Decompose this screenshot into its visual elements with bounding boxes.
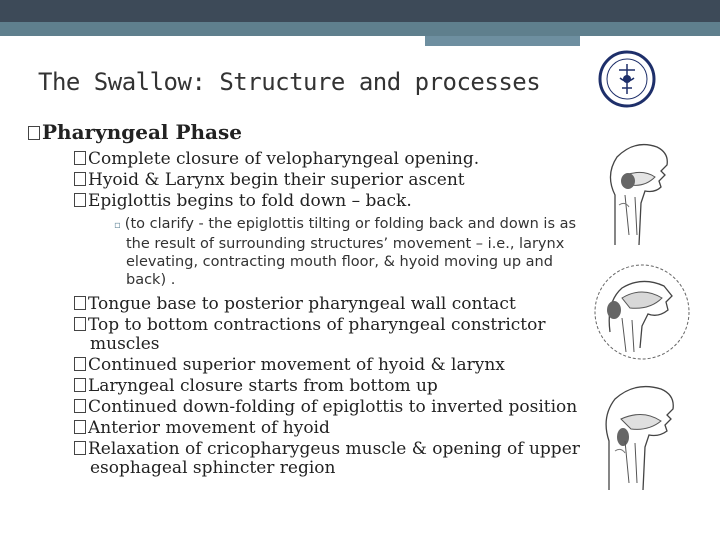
bullet-text: Anterior movement of hyoid [88,418,330,438]
sub-note [114,215,588,289]
bullet-text: Complete closure of velopharyngeal opening. [88,149,480,169]
bullet-item [74,398,588,417]
bullet-item [74,171,588,190]
top-bar [0,0,720,22]
bullet-text: Top to bottom contractions of pharyngeal constrictor muscles [88,315,546,354]
bullet-item [74,192,588,211]
swallow-illustration-3 [595,375,690,495]
bullet-item [74,295,588,314]
sub-bullet-icon: ▫ [114,220,121,231]
bullet-text: Laryngeal closure starts from bottom up [88,376,438,396]
bullet-text: Continued superior movement of hyoid & larynx [88,355,505,375]
heading-text: Pharyngeal Phase [42,120,242,144]
section-heading [28,120,588,144]
swallow-illustration-1 [595,135,685,250]
bullet-icon [74,151,86,165]
bullet-icon [74,399,86,413]
bullet-icon [74,441,86,455]
top-accent-bar [0,22,720,36]
swallow-illustration-2 [592,262,692,362]
bullet-icon [74,357,86,371]
bullet-list-top [28,150,588,211]
bullet-icon [74,193,86,207]
bullet-icon [28,126,40,140]
slide-title: The Swallow: Structure and processes [38,68,541,96]
bullet-text: Tongue base to posterior pharyngeal wall contact [88,294,516,314]
bullet-item [74,316,588,354]
bullet-icon [74,172,86,186]
bullet-text: Epiglottis begins to fold down – back. [88,191,412,211]
bullet-item [74,440,588,478]
bullet-list-bottom [28,295,588,478]
bullet-item [74,419,588,438]
bullet-text: Relaxation of cricopharygeus muscle & opening of upper esophageal sphincter region [88,439,580,478]
accent-tab [425,36,580,46]
bullet-icon [74,378,86,392]
bullet-item [74,150,588,169]
bullet-text: Continued down-folding of epiglottis to inverted position [88,397,578,417]
sub-note-text: (to clarify - the epiglottis tilting or folding back and down is as the result of surrounding structures’ movement – i.e., larynx elevating, contracting mouth floor, & hyoid moving up and back) . [124,216,577,288]
bullet-icon [74,317,86,331]
slide-content [28,120,588,480]
bullet-item [74,377,588,396]
bullet-icon [74,420,86,434]
bullet-item [74,356,588,375]
bullet-text: Hyoid & Larynx begin their superior ascent [88,170,465,190]
university-seal-icon [598,50,656,108]
bullet-icon [74,296,86,310]
